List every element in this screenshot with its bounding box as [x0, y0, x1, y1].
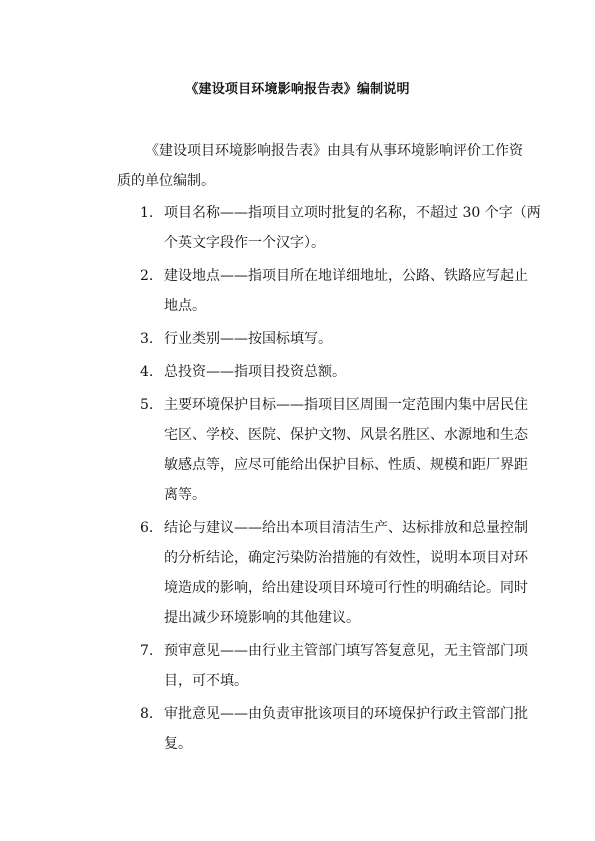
- list-item-text-line: 宅区、学校、医院、保护文物、风景名胜区、水源地和生态: [164, 427, 528, 443]
- list-item-text-line: 项目名称——指项目立项时批复的名称，不超过 30 个字（两: [164, 205, 541, 221]
- list-item: [0, 324, 595, 354]
- list-item-number: 1.: [140, 205, 154, 221]
- list-item-text-line: 复。: [164, 736, 192, 752]
- list-item-text-line: 提出减少环境影响的其他建议。: [164, 610, 360, 626]
- list-item: [0, 513, 595, 633]
- list-item-number: 3.: [140, 331, 154, 347]
- list-item-text-line: 离等。: [164, 487, 206, 503]
- list-item-text-line: 敏感点等，应尽可能给出保护目标、性质、规模和距厂界距: [164, 457, 528, 473]
- list-item-text-line: 主要环境保护目标——指项目区周围一定范围内集中居民住: [164, 397, 528, 413]
- intro-line: 《建设项目环境影响报告表》由具有从事环境影响评价工作资: [145, 143, 523, 159]
- list-item-text-line: 境造成的影响，给出建设项目环境可行性的明确结论。同时: [164, 580, 528, 596]
- list-item: [0, 699, 595, 759]
- list-item-text-line: 的分析结论，确定污染防治措施的有效性，说明本项目对环: [164, 550, 528, 566]
- list-item: [0, 390, 595, 510]
- list-item-text-line: 总投资——指项目投资总额。: [164, 364, 346, 380]
- list-item-number: 7.: [140, 643, 154, 659]
- list-item-text-line: 审批意见——由负责审批该项目的环境保护行政主管部门批: [164, 706, 528, 722]
- list-item-text-line: 地点。: [164, 298, 206, 314]
- list-item-text-line: 预审意见——由行业主管部门填写答复意见，无主管部门项: [164, 643, 528, 659]
- list-item-text-line: 建设地点——指项目所在地详细地址，公路、铁路应写起止: [164, 268, 528, 284]
- list-item-number: 5.: [140, 397, 154, 413]
- list-item-text-line: 行业类别——按国标填写。: [164, 331, 332, 347]
- intro-line: 质的单位编制。: [117, 173, 215, 189]
- list-item-text-line: 结论与建议——给出本项目清洁生产、达标排放和总量控制: [164, 520, 528, 536]
- list-item-text-line: 目，可不填。: [164, 673, 248, 689]
- list-item-text-line: 个英文字段作一个汉字）。: [164, 235, 325, 251]
- list-item-number: 6.: [140, 520, 154, 536]
- list-item: [0, 261, 595, 321]
- document-title: 《建设项目环境影响报告表》编制说明: [185, 82, 410, 97]
- list-item: [0, 198, 595, 258]
- list-item: [0, 636, 595, 696]
- list-item-number: 8.: [140, 706, 154, 722]
- list-item-number: 2.: [140, 268, 154, 284]
- instruction-list: [0, 198, 595, 759]
- list-item: [0, 357, 595, 387]
- list-item-number: 4.: [140, 364, 154, 380]
- intro-paragraph: [117, 136, 539, 196]
